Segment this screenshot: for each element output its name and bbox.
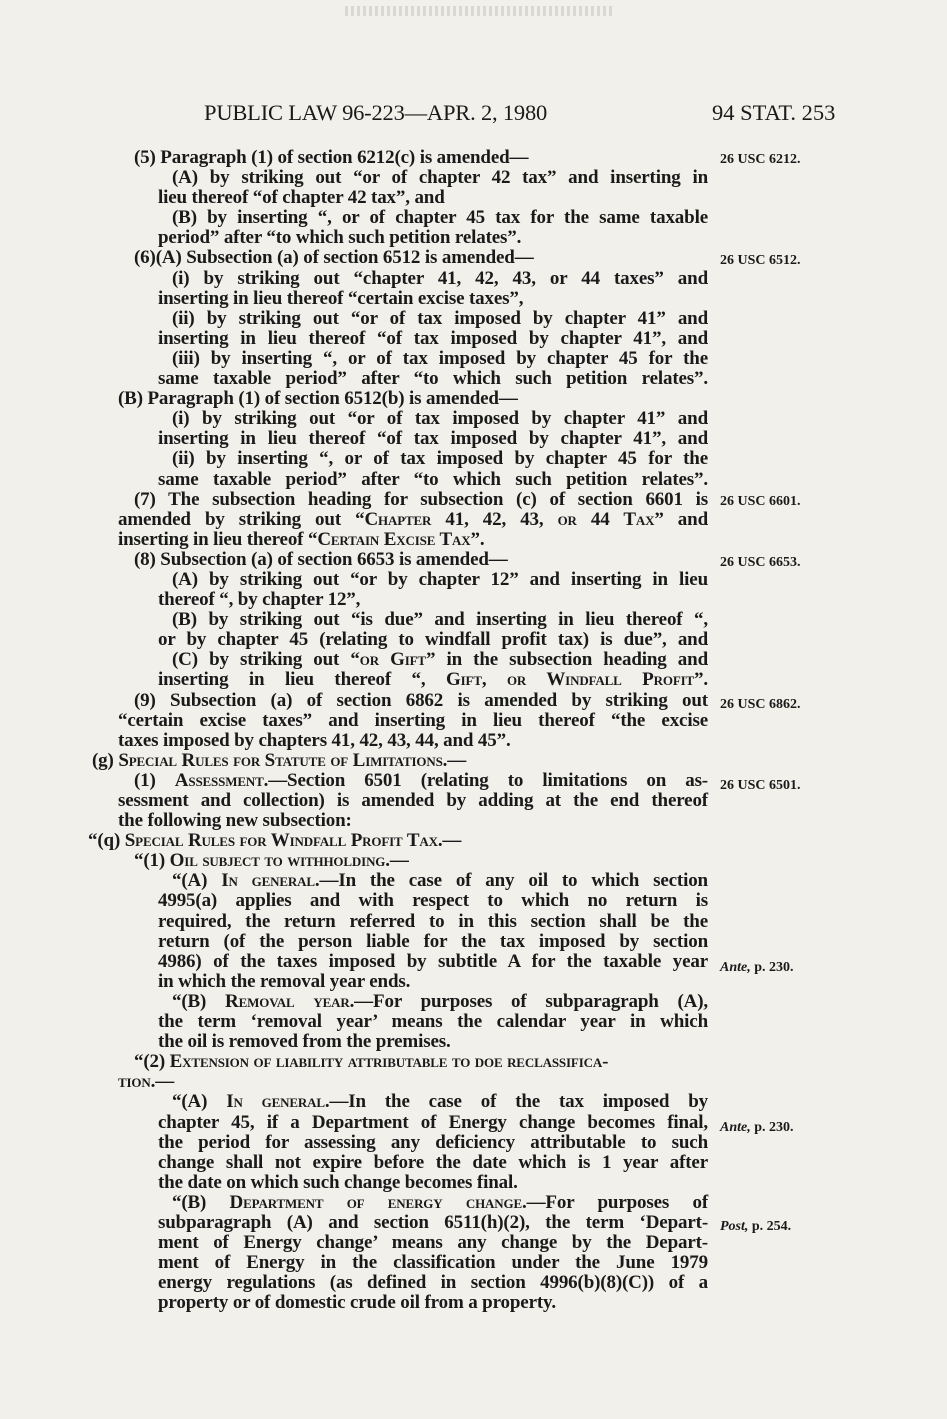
- text-line: (A) by striking out “or of chapter 42 tax” and inserting in: [172, 167, 708, 189]
- text-run: Extension of liability attributable to doe reclassifica-: [169, 1051, 609, 1073]
- text-run: or Gift: [359, 649, 426, 671]
- text-line: (A) by striking out “or by chapter 12” and inserting in lieu: [172, 568, 708, 590]
- text-line: (8) Subsection (a) of section 6653 is amended—: [134, 548, 508, 570]
- text-run: p. 230.: [750, 960, 794, 975]
- text-line: inserting in lieu thereof “of tax imposed by chapter 41”, and: [158, 428, 708, 450]
- text-line: required, the return referred to in this section shall be the: [158, 910, 708, 932]
- text-run: .—: [150, 1071, 175, 1093]
- margin-citation: [720, 1219, 791, 1235]
- text-line: property or of domestic crude oil from a property.: [158, 1292, 556, 1314]
- text-run: “(A): [172, 870, 222, 892]
- text-run: .—: [442, 749, 467, 771]
- margin-citation: 26 USC 6501.: [720, 778, 801, 793]
- text-run: In general: [226, 1091, 325, 1113]
- margin-citation: 26 USC 6601.: [720, 494, 801, 509]
- text-run: tion: [118, 1071, 151, 1093]
- statute-body: [88, 147, 708, 1314]
- margin-citation: [720, 960, 794, 976]
- text-line: same taxable period” after “to which such petition relates”.: [158, 468, 708, 490]
- text-line: (7) The subsection heading for subsection (c) of section 6601 is: [134, 488, 708, 510]
- text-line: (ii) by inserting “, or of tax imposed by chapter 45 for the: [172, 448, 708, 470]
- text-run: ” and: [654, 508, 708, 530]
- text-run: .—In the case of the tax imposed by: [324, 1091, 708, 1113]
- text-line: (6)(A) Subsection (a) of section 6512 is amended—: [134, 247, 534, 269]
- text-line: the period for assessing any deficiency attributable to such: [158, 1131, 708, 1153]
- running-header-title: PUBLIC LAW 96-223—APR. 2, 1980: [204, 100, 548, 125]
- text-line: [110, 510, 708, 530]
- text-run: .—Section 6501 (relating to limitations on as-: [263, 769, 708, 791]
- text-line: the oil is removed from the premises.: [158, 1031, 451, 1053]
- text-run: .—For purposes of subparagraph (A),: [349, 990, 708, 1012]
- text-line: (i) by striking out “chapter 41, 42, 43, or 44 taxes” and: [172, 267, 708, 289]
- text-line: the term ‘removal year’ means the calendar year in which: [158, 1011, 708, 1033]
- text-line: ment of Energy change’ means any change by the Depart-: [158, 1232, 708, 1254]
- text-line: (9) Subsection (a) of section 6862 is amended by striking out: [134, 689, 708, 711]
- text-line: [110, 650, 708, 670]
- margin-citation: 26 USC 6862.: [720, 697, 801, 712]
- text-line: [110, 771, 708, 791]
- text-line: [110, 871, 708, 891]
- text-run: “(2): [134, 1051, 170, 1073]
- text-line: (iii) by inserting “, or of tax imposed by chapter 45 for the: [172, 347, 708, 369]
- text-run: Gift, or Windfall Profit: [446, 669, 695, 691]
- text-run: amended by striking out “: [118, 508, 365, 530]
- text-run: (1): [134, 769, 175, 791]
- text-run: p. 230.: [750, 1120, 794, 1135]
- margin-citation: 26 USC 6512.: [720, 253, 801, 268]
- text-run: .—In the case of any oil to which section: [314, 870, 708, 892]
- text-run: .—: [385, 850, 409, 872]
- text-run: ”.: [470, 528, 485, 550]
- text-run: Certain Excise Tax: [317, 528, 471, 550]
- text-line: 4986) of the taxes imposed by subtitle A for the taxable year: [158, 950, 708, 972]
- text-run: Post,: [720, 1219, 749, 1234]
- text-line: return (of the person liable for the tax imposed by section: [158, 930, 708, 952]
- text-run: inserting in lieu thereof “,: [158, 669, 447, 691]
- text-run: Ante,: [720, 1120, 751, 1135]
- text-line: [110, 992, 708, 1012]
- text-run: (C) by striking out “: [172, 649, 360, 671]
- text-line: (ii) by striking out “or of tax imposed by chapter 41” and: [172, 307, 708, 329]
- text-line: [92, 751, 708, 771]
- text-run: Oil subject to withholding: [169, 850, 386, 872]
- text-run: Special Rules for Windfall Profit Tax: [124, 830, 438, 852]
- text-run: “(B): [172, 1191, 230, 1213]
- text-run: “(A): [172, 1091, 227, 1113]
- text-run: “(q): [88, 830, 125, 852]
- text-run: Chapter 41, 42, 43, or 44 Tax: [364, 508, 655, 530]
- text-line: thereof “, by chapter 12”,: [158, 589, 361, 611]
- margin-citation: 26 USC 6653.: [720, 555, 801, 570]
- text-run: p. 254.: [748, 1219, 792, 1234]
- text-run: “(1): [134, 850, 170, 872]
- text-run: Removal year: [225, 990, 350, 1012]
- text-run: ”.: [694, 669, 708, 691]
- text-line: ment of Energy in the classification under the June 1979: [158, 1252, 708, 1274]
- text-line: taxes imposed by chapters 41, 42, 43, 44, and 45”.: [118, 729, 511, 751]
- text-run: .—: [437, 830, 462, 852]
- text-run: “(B): [172, 990, 226, 1012]
- text-run: Special Rules for Statute of Limitations: [118, 749, 443, 771]
- text-line: [110, 1092, 708, 1112]
- text-line: [110, 530, 708, 550]
- text-line: the date on which such change becomes final.: [158, 1171, 518, 1193]
- text-line: energy regulations (as defined in section 4996(b)(8)(C)) of a: [158, 1272, 708, 1294]
- text-line: [88, 831, 708, 851]
- text-line: inserting in lieu thereof “certain excise taxes”,: [158, 287, 524, 309]
- margin-citation: [720, 1120, 794, 1136]
- text-run: In general: [221, 870, 315, 892]
- top-scan-mark: [345, 6, 615, 16]
- text-run: (g): [92, 749, 119, 771]
- text-line: change shall not expire before the date which is 1 year after: [158, 1151, 708, 1173]
- text-line: lieu thereof “of chapter 42 tax”, and: [158, 187, 445, 209]
- text-line: [110, 1052, 708, 1072]
- text-line: the following new subsection:: [118, 810, 352, 832]
- text-line: chapter 45, if a Department of Energy change becomes final,: [158, 1111, 708, 1133]
- text-line: “certain excise taxes” and inserting in lieu thereof “the excise: [118, 709, 708, 731]
- text-line: subparagraph (A) and section 6511(h)(2), the term ‘Depart-: [158, 1211, 708, 1233]
- text-run: Ante,: [720, 960, 751, 975]
- text-line: in which the removal year ends.: [158, 970, 411, 992]
- text-run: .—For purposes of: [521, 1191, 708, 1213]
- text-line: [110, 670, 708, 690]
- text-line: (B) by striking out “is due” and inserting in lieu thereof “,: [172, 609, 708, 631]
- text-line: [110, 851, 708, 871]
- margin-citation: 26 USC 6212.: [720, 152, 801, 167]
- text-line: 4995(a) applies and with respect to which no return is: [158, 890, 708, 912]
- running-header-page: 94 STAT. 253: [712, 100, 836, 125]
- text-run: Department of energy change: [229, 1191, 522, 1213]
- text-run: inserting in lieu thereof “: [118, 528, 318, 550]
- text-line: inserting in lieu thereof “of tax imposed by chapter 41”, and: [158, 327, 708, 349]
- text-run: ” in the subsection heading and: [425, 649, 708, 671]
- text-line: (B) by inserting “, or of chapter 45 tax for the same taxable: [172, 207, 708, 229]
- text-line: [110, 1193, 708, 1213]
- text-line: or by chapter 45 (relating to windfall profit tax) is due”, and: [158, 629, 708, 651]
- text-line: (i) by striking out “or of tax imposed by chapter 41” and: [172, 408, 708, 430]
- text-line: (5) Paragraph (1) of section 6212(c) is amended—: [134, 147, 529, 168]
- text-line: sessment and collection) is amended by adding at the end thereof: [118, 790, 708, 811]
- text-line: same taxable period” after “to which such petition relates”.: [158, 368, 708, 390]
- text-line: [110, 1072, 708, 1092]
- text-line: (B) Paragraph (1) of section 6512(b) is amended—: [118, 388, 518, 410]
- text-run: Assessment: [174, 769, 264, 791]
- text-line: period” after “to which such petition relates”.: [158, 227, 522, 249]
